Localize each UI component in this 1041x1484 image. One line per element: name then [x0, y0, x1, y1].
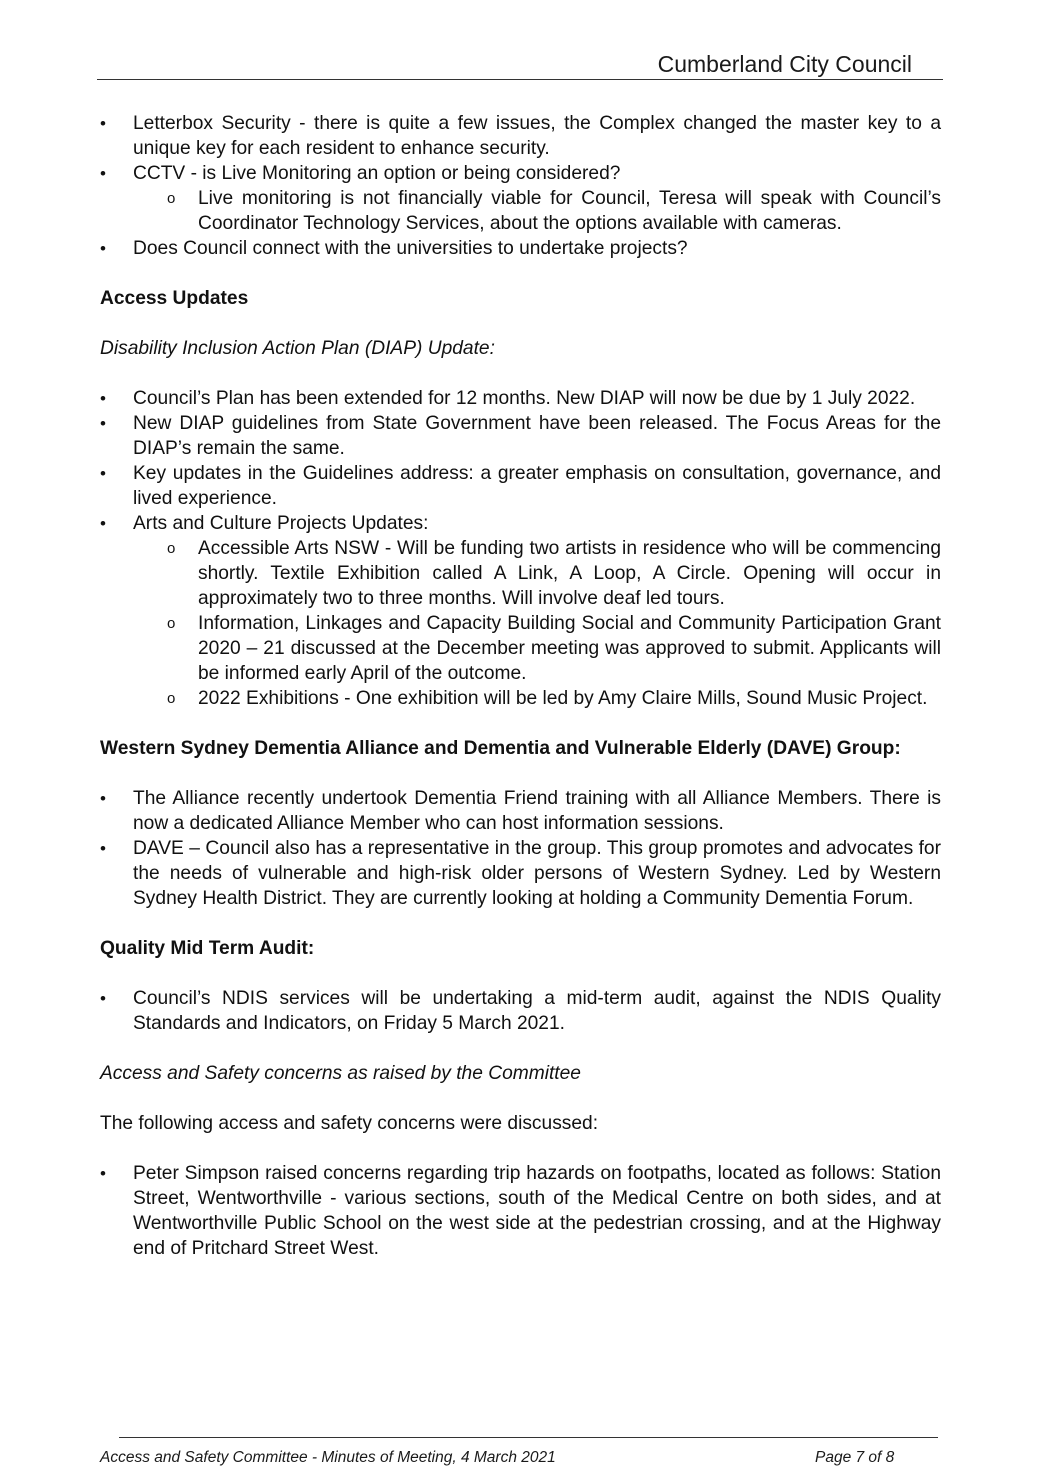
- top-bullet-list: [100, 111, 941, 186]
- sub-list-item: o Information, Linkages and Capacity Building Social and Community Participation Grant 2020 – 21 discussed at the December meeting was approved to submit. Applicants will be informed early April of the outcome.: [133, 611, 941, 686]
- subheading-concerns: Access and Safety concerns as raised by the Committee: [100, 1063, 581, 1084]
- concerns-intro: The following access and safety concerns were discussed:: [100, 1113, 599, 1134]
- list-item: • New DIAP guidelines from State Government have been released. The Focus Areas for the DIAP’s remain the same.: [100, 411, 941, 461]
- cctv-sub-list: [100, 186, 941, 236]
- list-item: • DAVE – Council also has a representative in the group. This group promotes and advocates for the needs of vulnerable and high-risk older persons of Western Sydney. Led by Western Sydney Health District. They are currently looking at holding a Community Dementia Forum.: [100, 836, 941, 911]
- list-item: • Arts and Culture Projects Updates:: [100, 511, 941, 536]
- section-heading-dementia: Western Sydney Dementia Alliance and Dementia and Vulnerable Elderly (DAVE) Group:: [100, 738, 901, 759]
- list-item: • Letterbox Security - there is quite a few issues, the Complex changed the master key to a unique key for each resident to enhance security.: [100, 111, 941, 161]
- diap-bullet-list: [100, 386, 941, 536]
- section-heading-audit: Quality Mid Term Audit:: [100, 938, 315, 959]
- header-organisation: Cumberland City Council: [657, 51, 912, 77]
- footer-divider: [119, 1437, 938, 1438]
- section-heading-access-updates: Access Updates: [100, 288, 249, 309]
- list-item: • Key updates in the Guidelines address: a greater emphasis on consultation, governance, and lived experience.: [100, 461, 941, 511]
- page-body: [100, 111, 941, 1261]
- list-item: • Council’s Plan has been extended for 12 months. New DIAP will now be due by 1 July 2022.: [100, 386, 941, 411]
- list-item: • Does Council connect with the universities to undertake projects?: [100, 236, 941, 261]
- sub-list-item: o Live monitoring is not financially viable for Council, Teresa will speak with Council’s Coordinator Technology Services, about the options available with cameras.: [133, 186, 941, 236]
- list-item: • CCTV - is Live Monitoring an option or being considered?: [100, 161, 941, 186]
- subheading-diap: Disability Inclusion Action Plan (DIAP) Update:: [100, 338, 495, 359]
- top-bullet-list-2: [100, 236, 941, 261]
- list-item: • Council’s NDIS services will be undertaking a mid-term audit, against the NDIS Quality Standards and Indicators, on Friday 5 March 2021.: [100, 986, 941, 1036]
- concerns-bullet-list: [100, 1161, 941, 1261]
- sub-list-item: o Accessible Arts NSW - Will be funding two artists in residence who will be commencing shortly. Textile Exhibition called A Link, A Loop, A Circle. Opening will occur in approximately two to three months. Will involve deaf led tours.: [133, 536, 941, 611]
- list-item: • The Alliance recently undertook Dementia Friend training with all Alliance Members. There is now a dedicated Alliance Member who can host information sessions.: [100, 786, 941, 836]
- footer-meeting-title: Access and Safety Committee - Minutes of Meeting, 4 March 2021: [100, 1449, 556, 1466]
- audit-bullet-list: [100, 986, 941, 1036]
- footer-page-number: Page 7 of 8: [815, 1449, 895, 1466]
- dementia-bullet-list: [100, 786, 941, 911]
- sub-list-item: o 2022 Exhibitions - One exhibition will be led by Amy Claire Mills, Sound Music Project.: [133, 686, 941, 711]
- list-item: • Peter Simpson raised concerns regarding trip hazards on footpaths, located as follows: Station Street, Wentworthville - various sections, south of the Medical Centre on both sides, and at Wentworthville Public School on the west side at the pedestrian crossing, and at the Highway end of Pritchard Street West.: [100, 1161, 941, 1261]
- arts-sub-list: [100, 536, 941, 711]
- header-divider: [97, 79, 943, 80]
